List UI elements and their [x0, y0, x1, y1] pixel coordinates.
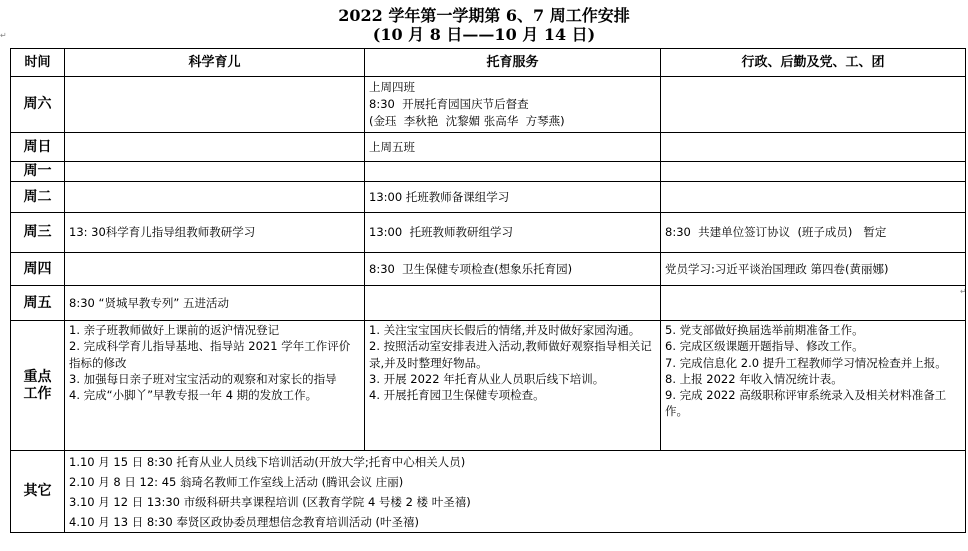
- header-time: 时间: [11, 49, 65, 77]
- care-key-work-cell: [365, 321, 661, 451]
- list-item: 4. 完成“小脚丫”早教专报一年 4 期的发放工作。: [69, 388, 318, 403]
- care-cell: 13:00 托班教师教研组学习: [365, 213, 661, 253]
- admin-cell: [661, 182, 966, 213]
- admin-cell: 党员学习:习近平谈治国理政 第四卷(黄丽娜): [661, 253, 966, 286]
- admin-cell: [661, 162, 966, 182]
- science-cell: [65, 133, 365, 162]
- list-item: 1. 亲子班教师做好上课前的返沪情况登记: [69, 323, 280, 337]
- other-label: 其它: [11, 451, 65, 533]
- table-row: [11, 286, 966, 321]
- care-cell: 13:00 托班教师备课组学习: [365, 182, 661, 213]
- header-care: 托育服务: [365, 49, 661, 77]
- day-cell: 周五: [11, 286, 65, 321]
- admin-cell: 8:30 共建单位签订协议 (班子成员) 暂定: [661, 213, 966, 253]
- page-subtitle: (10 月 8 日——10 月 14 日): [372, 25, 596, 44]
- key-work-row: [11, 321, 966, 451]
- list-item: 3. 加强每日亲子班对宝宝活动的观察和对家长的指导: [69, 371, 337, 386]
- header-row: [11, 49, 966, 77]
- science-cell: 13: 30科学育儿指导组教师教研学习: [65, 213, 365, 253]
- science-cell: [65, 77, 365, 133]
- care-cell: 8:30 卫生保健专项检查(想象乐托育园): [365, 253, 661, 286]
- list-item: 9. 完成 2022 高级职称评审系统录入及相关材料准备工作。: [665, 388, 947, 419]
- science-cell: [65, 162, 365, 182]
- table-row: [11, 253, 966, 286]
- key-work-label: 重点 工作: [11, 321, 65, 451]
- schedule-table: [10, 48, 966, 533]
- header-science: 科学育儿: [65, 49, 365, 77]
- list-item: 1. 关注宝宝国庆长假后的情绪,并及时做好家园沟通。: [369, 323, 641, 337]
- table-row: [11, 162, 966, 182]
- science-cell: 8:30 “贤城早教专列” 五进活动: [65, 286, 365, 321]
- list-item: 8. 上报 2022 年收入情况统计表。: [665, 371, 843, 386]
- day-cell: 周四: [11, 253, 65, 286]
- admin-cell: [661, 286, 966, 321]
- row-end-icon: ↵: [960, 287, 967, 296]
- admin-cell: [661, 133, 966, 162]
- care-cell: 上周五班: [365, 133, 661, 162]
- list-item: 4. 开展托育园卫生保健专项检查。: [369, 388, 545, 403]
- science-cell: [65, 182, 365, 213]
- list-item: 4.10 月 13 日 8:30 奉贤区政协委员理想信念教育培训活动 (叶圣禧): [69, 515, 419, 529]
- list-item: 2. 完成科学育儿指导基地、指导站 2021 学年工作评价指标的修改: [69, 339, 351, 370]
- header-admin: 行政、后勤及党、工、团: [661, 49, 966, 77]
- list-item: 2. 按照活动室安排表进入活动,教师做好观察指导相关记录,并及时整理好物品。: [369, 339, 652, 370]
- day-cell: 周二: [11, 182, 65, 213]
- day-cell: 周六: [11, 77, 65, 133]
- list-item: 3. 开展 2022 年托育从业人员职后线下培训。: [369, 371, 605, 386]
- other-cell: [65, 451, 966, 533]
- care-cell: [365, 162, 661, 182]
- other-row: [11, 451, 966, 533]
- list-item: 5. 党支部做好换届选举前期准备工作。: [665, 323, 864, 337]
- table-row: [11, 213, 966, 253]
- care-cell: 上周四班 8:30 开展托育园国庆节后督查 (金珏 李秋艳 沈黎媚 张高华 方琴燕): [365, 77, 661, 133]
- list-item: 1.10 月 15 日 8:30 托育从业人员线下培训活动(开放大学;托育中心相关人员): [69, 455, 466, 469]
- page-title: 2022 学年第一学期第 6、7 周工作安排: [338, 6, 630, 25]
- admin-key-work-cell: [661, 321, 966, 451]
- admin-cell: [661, 77, 966, 133]
- table-row: [11, 182, 966, 213]
- table-row: [11, 77, 966, 133]
- care-cell: [365, 286, 661, 321]
- day-cell: 周日: [11, 133, 65, 162]
- day-cell: 周三: [11, 213, 65, 253]
- list-item: 7. 完成信息化 2.0 提升工程教师学习情况检查并上报。: [665, 355, 947, 370]
- science-key-work-cell: [65, 321, 365, 451]
- science-cell: [65, 253, 365, 286]
- list-item: 3.10 月 12 日 13:30 市级科研共享课程培训 (区教育学院 4 号楼 2 楼 叶圣禧): [69, 495, 471, 509]
- day-cell: 周一: [11, 162, 65, 182]
- paragraph-mark-icon: ↵: [0, 31, 7, 40]
- list-item: 2.10 月 8 日 12: 45 翁琦名教师工作室线上活动 (腾讯会议 庄丽): [69, 475, 404, 489]
- table-row: [11, 133, 966, 162]
- list-item: 6. 完成区级课题开题指导、修改工作。: [665, 339, 864, 354]
